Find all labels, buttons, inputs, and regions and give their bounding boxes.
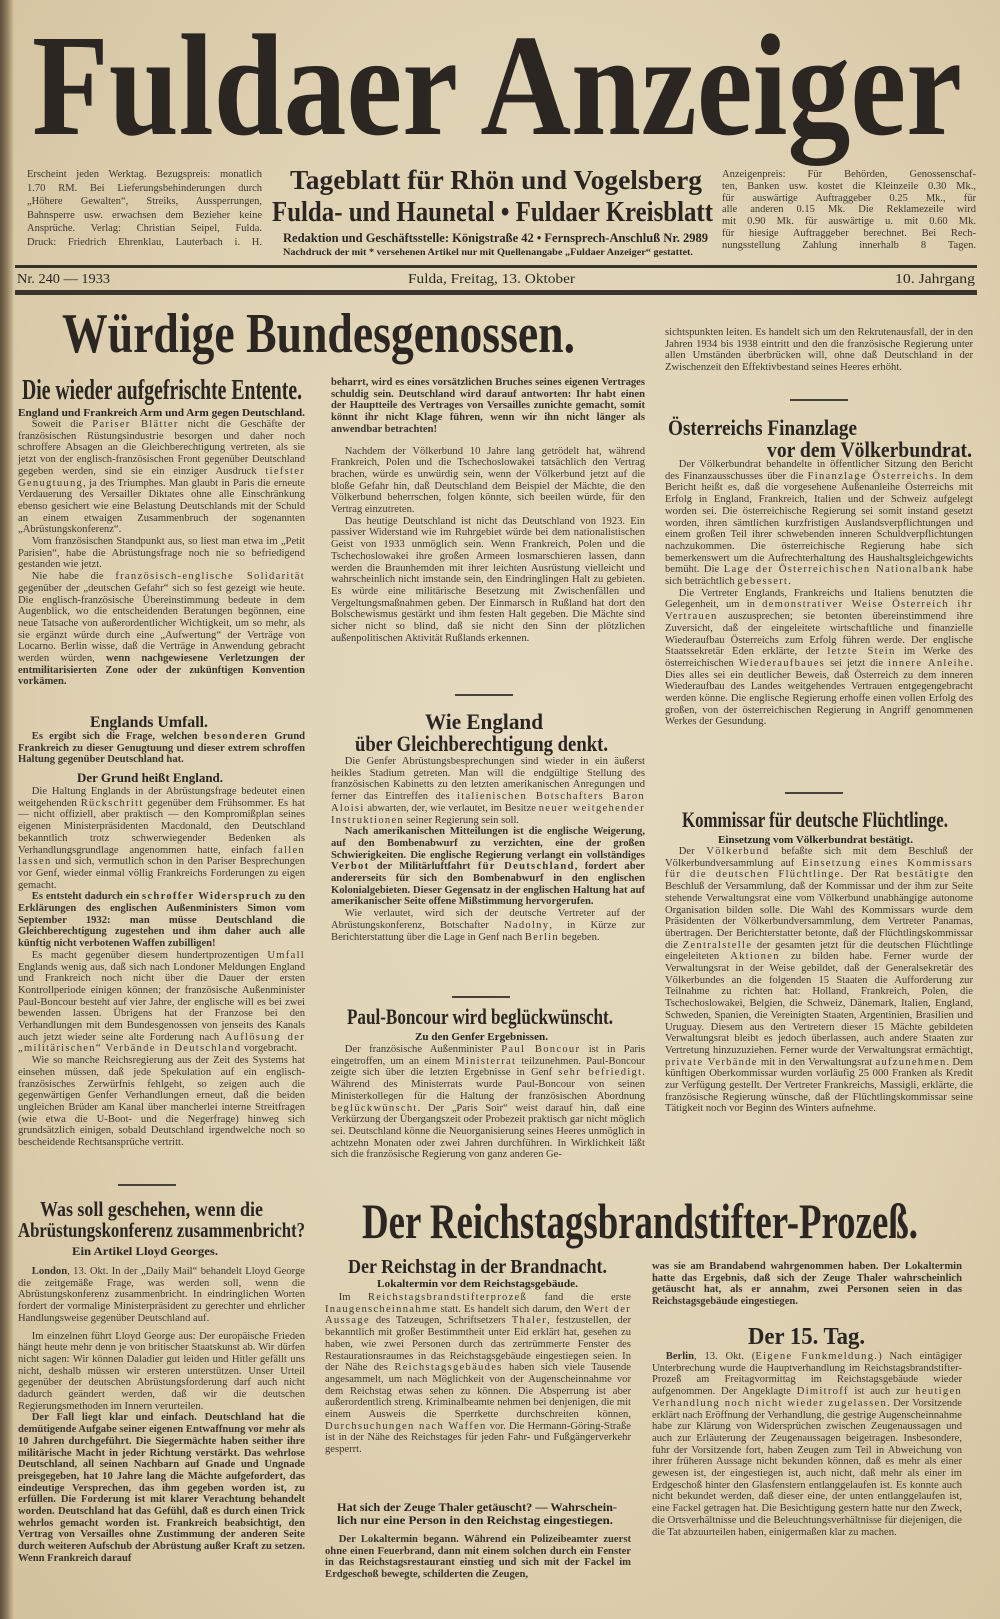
text-run: , festzustellen, der bekanntlich mit großer Bestimmtheit unter Eid erklärt hat, gesehen zu haben, wie zwei Personen durch das zertrümmerte Fenster des Restaurationsraumes in das Reichstagsgebäude eingestiegen seien. In der Nähe des (325, 1315, 631, 1374)
issue-date: Fulda, Freitag, 13. Oktober (408, 272, 576, 287)
spaced-emphasis: Durchsuchungen nach Waffen (325, 1420, 487, 1432)
spaced-emphasis: Reichstagsgebäudes (394, 1362, 503, 1374)
text-run: beharrt, wird es eines vorsätzlichen Bruches seines eigenen Vertrages schuldig sein. Deutschland wird darauf antworten: Ihr habt einen der Hauptteile des Vertrages von Versailles zunichte gemacht, somit könnt ihr nicht Klage führen, wenn wir ihn nicht länger als anwendbar betrachten! (331, 377, 645, 435)
text-run: Vom französischen Standpunkt aus, so liest man etwa im „Petit Parisien“, habe die Abrüstungsfrage noch nie so befriedigend gestanden wie jetzt. (18, 536, 305, 571)
section-subheading-lokaltermin: Lokaltermin vor dem Reichstagsgebäude. (377, 1279, 579, 1290)
publisher-info-line: Erscheint jeden Werktag. Bezugspreis: monatlich (27, 169, 262, 180)
spaced-emphasis: Rückschritt (80, 797, 144, 809)
paragraph (331, 826, 645, 908)
article-body-england (331, 756, 645, 943)
question-heading-line1: Hat sich der Zeuge Thaler getäuscht? — Wahrschein- (337, 1502, 618, 1514)
article-heading-lloyd-line2: Abrüstungskonferenz zusammenbricht? (18, 1218, 305, 1242)
text-run: Das heutige Deutschland ist nicht das Deutschland von 1923. Ein passiver Widerstand wie im Ruhrgebiet würde bei dem nationalistischen Geist von 1933 unmöglich sein. Wenn Frankreich, Polen und die Tschechoslowakei ihre großen Armeen losmarschieren lassen, dann werden die Braunhemden mit ihrer leichten Ausrüstung vielleicht und wahrscheinlich nicht imstande sein, den Eindringlingen Halt zu gebieten. Es würde eine militärische Besetzung mit Zwischenfällen und Vergeltungsmaßnahmen geben. Der Einmarsch in Rußland hat dort den Bolschewismus gestärkt und ihm festen Halt gegeben. Die Mächte sind sicher nicht so blind, daß sie nicht den Sinn der plötzlichen außenpolitischen Aktivität Rußlands erkennen. (331, 515, 645, 644)
section-heading-umfall: Englands Umfall. (90, 714, 208, 731)
spaced-emphasis: private Verbände (665, 1056, 758, 1068)
text-run: . (788, 576, 791, 588)
ad-rates-line: für hiesige Auftraggeber berechnet. Bei Rech- (722, 227, 976, 239)
text-run: im Werke des österreichischen (665, 646, 973, 669)
paragraph (331, 446, 645, 516)
paragraph (331, 516, 645, 645)
text-run: Der (678, 846, 707, 857)
article-divider (790, 399, 848, 401)
spaced-emphasis: Völkerbund (706, 846, 770, 857)
text-run: Der Lokaltermin begann. Während ein Polizeibeamter zuerst ohne einen Feuerbrand, dann mit einem solchen durch ein Fenster in das Reichstagsrestaurant einstieg und sich mit der Fackel im Erdgeschoß bewegte, schilderten die Zeugen, (325, 1534, 631, 1581)
text-run: , 13. Okt. ( (694, 1351, 756, 1362)
paragraph (665, 846, 973, 1115)
paragraph (665, 459, 973, 588)
spaced-emphasis: italienischen Botschafters Baron Aloisi (331, 791, 645, 814)
text-run: Wie verlautet, wird sich der deutsche Vertreter auf der Abrüstungskonferenz, Botschafter (331, 908, 645, 931)
spaced-emphasis: Finanzlage Österreichs (807, 470, 935, 482)
paragraph (18, 1412, 305, 1564)
ad-rates-info (722, 169, 976, 252)
spaced-emphasis: Thaler (511, 1315, 548, 1327)
text-run: Grund Frankreich zu dieser Genugtuung und dieser extrem schroffen Haltung gegenüber Deutschland hat. (18, 731, 305, 766)
spaced-emphasis: Berlin (524, 931, 559, 943)
text-run: . Dem künftigen Oberkommissar wurden vorläufig 25 000 Franken als Kredit zur Verfügung gestellt. Der Vertreter Frankreichs, Massigli, erklärte, die französische Regierung wünsche, daß der Flüchtlingskommissar seine Tätigkeit noch vor Beginn des Winters aufnehme. (665, 1056, 973, 1115)
spaced-emphasis: aufzunehmen (875, 1056, 947, 1068)
text-run: gegenüber dem Frühsommer. Es hat — nicht offiziell, aber praktisch — den Kompromißplan seines eigenen Ministerpräsidenten Macdonald, den Deutschland bekanntlich trotz schwerwiegender Bedenken als Verhandlungsgrundlage angenommen hatte, einfach (18, 797, 305, 856)
spaced-emphasis: Paul Boncour (501, 1044, 581, 1055)
text-run: Im (338, 1292, 368, 1303)
spaced-emphasis: Nadolny (503, 919, 550, 931)
text-run: , in Kürze zur Berichterstattung über die Lage in Genf nach (331, 919, 645, 943)
spaced-emphasis: schroffer Widerspruch (142, 891, 273, 903)
spaced-emphasis: Zentralstelle (682, 939, 753, 951)
bold-emphasis: London (31, 1266, 68, 1277)
text-run: sichtspunkten leiten. Es handelt sich um den Rekrutenausfall, der in den Jahren 1934 bis 1938 eintritt und den die französische Regierung unter allen Umständen überbrücken will, ohne daß Deutschland in der Zwischenzeit den Effektivbestand seines Heeres erhöht. (665, 327, 973, 374)
bold-emphasis: Berlin (665, 1351, 695, 1362)
text-run: Die Genfer Abrüstungsbesprechungen sind wieder in ein äußerst heikles Stadium getreten. Man will die endgültige Stellung des französischen Kabinetts zu den letzten amerikanischen Anregungen und ferner das Eintreffen des (331, 756, 645, 803)
text-run: befaßte sich mit dem Beschluß der Völkerbundversammlung auf (665, 846, 974, 869)
paragraph (18, 571, 305, 688)
article-divider (785, 792, 843, 794)
text-run: zu den Erklärungen des englischen Außenministers Simon vom September 1932: man müsse Deutschland die Gleichberechtigung zugestehen und ihm daher auch alle künftig nicht verbotenen Waffen zubilligen! (18, 891, 305, 950)
text-run: ist in Paris eingetroffen, um an einem (331, 1044, 645, 1067)
text-run: Der Völkerbundrat behandelte in öffentlicher Sitzung den Bericht des Finanzausschusses über die (665, 459, 973, 482)
text-run: Die Vertreter Englands, Frankreichs und Italiens benutzten die Gelegenheit, um in (665, 587, 973, 611)
section-heading-day15: Der 15. Tag. (748, 1324, 865, 1350)
spaced-emphasis: Pariser Blätter (92, 419, 179, 430)
paragraph (18, 891, 305, 950)
article-byline-lloyd: Ein Artikel Lloyd Georges. (72, 1246, 219, 1258)
text-run: , ja des Triumphes. Man glaubt in Paris die erneute Verdauerung des Versailler Diktates ohne alle Einschränkung ebenso gesichert wie eine Belastung Deutschlands mit der Schuld an einem etwaigen Zusammenbruch der sogenannten „Abrüstungskonferenz“. (18, 477, 305, 536)
paragraph (331, 908, 645, 943)
ad-rates-line: nungsstellung Zahlung innerhalb 8 Tagen. (722, 239, 976, 251)
paragraph (331, 1044, 645, 1161)
article-body-day15 (652, 1351, 962, 1538)
text-run: der Militärluftfahrt (369, 861, 478, 873)
masthead-tagline: Tageblatt für Rhön und Vogelsberg (290, 165, 703, 195)
spaced-emphasis: beglückwünscht (331, 1102, 418, 1114)
article-divider (452, 996, 510, 998)
publisher-info-line: Ansprüche. Verlag: Christian Seipel, Fulda. (27, 223, 262, 235)
article-body-boncour (331, 1044, 645, 1161)
text-run: abwarten, der, wie verlautet, im Besitze (364, 802, 539, 814)
text-run: Der französische Außenminister (344, 1044, 502, 1055)
text-run: Die Haltung Englands in der Abrüstungsfrage bedeutet einen weitgehenden (18, 786, 305, 809)
spaced-emphasis: innere Anleihe (888, 657, 971, 669)
ad-rates-line: Anzeigenpreis: Für Behörden, Genossenschaf- (722, 169, 976, 180)
article-body-refugees (665, 846, 973, 1115)
spaced-emphasis: Eigene Funkmeldung. (755, 1351, 879, 1362)
text-run: vorgebracht. (241, 1043, 297, 1055)
masthead-address: Redaktion und Geschäftsstelle: Königstraße 42 • Fernsprech-Anschluß Nr. 2989 (283, 231, 708, 245)
text-run: teilzunehmen. Paul-Boncour zeigte sich über die letzten Ergebnisse in Genf (331, 1055, 645, 1079)
article-body-lloyd (18, 1266, 305, 1565)
spaced-emphasis: Reichstagsbrandstifterprozeß (367, 1292, 528, 1303)
text-run: Englands wenig aus, daß sich nach Londoner Meldungen England und Frankreich noch nicht über die Dauer der ersten Kontrollperiode einigen können; der französische Außenminister Paul-Boncour besteht auf vier Jahre, der englische will es bei zwei bewenden lassen. Übrigens hat der Franzose bei den Verhandlungen mit dem Bundesgenossen von jenseits des Kanals auch jetzt wieder seine alte Forderung nach (18, 961, 305, 1043)
text-run: fand die erste (527, 1292, 631, 1303)
text-run: und sich, vermutlich schon in den Pariser Besprechungen vor Genf, wieder einmal völlig Frankreichs Forderungen zu eigen gemacht. (18, 856, 305, 891)
text-run: Nach amerikanischen Mitteilungen ist die englische Weigerung, auf den Bombenabwurf zu verzichten, eine der großen Schwierigkeiten. Die englische Regierung verlangt ein vollständiges (331, 826, 645, 861)
paragraph (18, 1055, 305, 1149)
header-rule-bottom (15, 290, 977, 295)
section-subheading-entente: England und Frankreich Arm und Arm gegen Deutschland. (18, 407, 306, 419)
ad-rates-line: für auswärtige Auftraggeber 0.25 Mk., für (722, 192, 976, 204)
article-subheading-refugees: Einsetzung vom Völkerbundrat bestätigt. (718, 835, 914, 846)
paragraph (18, 1331, 305, 1413)
bold-emphasis: wenn nachgewiesene Verletzungen der entmilitarisierten Zone oder der zukünftigen Konvention vorkämen. (18, 653, 305, 688)
article-body-brandnacht (325, 1292, 631, 1456)
spaced-emphasis: Einsetzung eines Kommissars für die deutschen Flüchtlinge (665, 857, 973, 881)
text-run: des Tatzeugen, Schriftsetzers (369, 1315, 512, 1327)
section-subheading-grund: Der Grund heißt England. (77, 770, 223, 785)
spaced-emphasis: für Deutschland (477, 861, 575, 873)
text-run: . Der „Paris Soir“ weist darauf hin, daß eine Verkürzung der Übergangszeit oder Probezeit praktisch gar nicht möglich sei. Deutschland könne die Neuorganisierung seines Heeres unmöglich in achtzehn Monaten oder zwei Jahren durchführen. In Wirklichkeit läßt sich die französische Regierung von ganz anderen Ge- (331, 1102, 645, 1161)
spaced-emphasis: fallen lassen (18, 844, 305, 868)
paragraph (652, 1351, 962, 1538)
article-body-lokaltermin (325, 1534, 631, 1581)
publisher-info-line: „Höhere Gewalten“, Streiks, Aussperrungen, (27, 196, 262, 208)
text-run: . In dem Bericht heißt es, daß die vorgesehene Außenanleihe Österreichs mit Erfolg in England, Frankreich, Italien und der Schweiz aufgelegt worden sei. Die österreichische Regierung sei somit instand gesetzt worden, ihren sämtlichen kurzfristigen Auslandsverpflichtungen und einem großen Teil ihrer schwebenden inneren Schuldverpflichtungen nachzukommen. Die österreichische Regierung habe sich bemerkenswert um die Aufrechterhaltung des Haushaltsgleichgewichts bemüht. Die (665, 470, 973, 576)
article-divider (455, 694, 513, 696)
article-heading-refugees: Kommissar für deutsche Flüchtlinge. (682, 807, 948, 832)
article-body-boncour-continued (665, 327, 973, 374)
spaced-emphasis: Wert der Aussage (325, 1303, 631, 1327)
text-run: der gesamten jetzt für die deutschen Flüchtlinge eingeleiteten (665, 939, 974, 963)
paragraph (331, 756, 645, 826)
masthead-tagline-2: Fulda- und Haunetal • Fuldaer Kreisblatt (272, 196, 714, 228)
text-run: Es macht gegenüber diesem hundertprozentigen (31, 949, 268, 961)
paragraph (18, 536, 305, 571)
spaced-emphasis: Auflösung der „militärischen“ Verbände in Deutschland (18, 1031, 305, 1055)
text-run: . Der Rat (840, 869, 897, 881)
paragraph (325, 1534, 631, 1581)
spaced-emphasis: neuer weitgehender Instruktionen (331, 802, 645, 826)
spaced-emphasis: französisch-englische Solidarität (115, 571, 305, 583)
article-heading-boncour: Paul-Boncour wird beglückwünscht. (347, 1004, 613, 1029)
text-run: Es ergibt sich die Frage, welchen (31, 731, 204, 742)
masthead-reprint-notice: Nachdruck der mit * versehenen Artikel nur mit Quellenangabe „Fuldaer Anzeiger“ gestattet. (283, 248, 664, 258)
publisher-info-line: Druck: Friedrich Ehrenklau, Lauterbach i. H. (27, 236, 262, 248)
spaced-emphasis: bestätigte (896, 869, 951, 881)
text-run: zu bilden habe. Ferner wurde der Verwaltungsrat in der Weise gebildet, daß der Generalsekretär des Völkerbundes an die folgenden 15 Staaten die Aufforderung zur Teilnahme zu richten hat: Holland, Frankreich, Polen, die Tschechoslowakei, Belgien, die Schweiz, Dänemark, Italien, England, Schweden, Spanien, die Vereinigten Staaten, Argentinien, Brasilien und Uruguay. Diesem aus den Vertretern dieser 15 Mächte gebildeten Verwaltungsrat bleibt es jedoch überlassen, auch andere Staaten zur Vertretung hinzuzuziehen. Ferner wurde der Verwaltungsrat ermächtigt, (665, 951, 973, 1056)
text-run: . Der Vorsitzende erklärt nach Eröffnung der Verhandlung, die gestrige Augenscheinnahme habe zur Klärung von Widersprüchen zwischen Zeugenaussagen und auch zur Erläuterung der Zeugenaussagen beigetragen. Insbesondere, fuhr der Vorsitzende fort, haben Zeugen zum Teil in Abweichung von ihrer früheren Aussage nicht bekunden können, daß es mehr als einer gewesen ist, der eingestiegen ist, auch nicht, daß mehr als einer im Erdgeschoß hinter den Glasfenstern entlanggelaufen ist. Es konnte auch nicht bekundet werden, daß dieser eine, der unten entlanggelaufen ist, eine Fackel getragen hat. Die Besichtigung gestern hatte nur den Zweck, die Ortsverhältnisse und die Beleuchtungsverhältnisse für diejenigen, die die Tat abzuurteilen haben, einigermaßen klar zu machen. (652, 1397, 962, 1538)
text-run: Nachdem der Völkerbund 10 Jahre lang getrödelt hat, während Frankreich, Polen und die Tschechoslowakei tatsächlich den Vertrag brachen, würde es unwürdig sein, wenn der Völkerbund jetzt auf die bloße Gefahr hin, daß Deutschland dem Beispiel der Mächte, die den Völkerbund beherrschen, folgen könnte, sich beeilen würde, für den Vertrag einzutreten. (331, 445, 645, 516)
page-binding-edge (0, 0, 14, 1619)
spaced-emphasis: Verbot (331, 861, 370, 873)
spaced-emphasis: Ministerrat (455, 1055, 517, 1067)
article-heading-lloyd-line1: Was soll geschehen, wenn die (40, 1197, 263, 1221)
paragraph (665, 588, 973, 728)
section-heading-brandnacht: Der Reichstag in der Brandnacht. (348, 1256, 607, 1278)
spaced-emphasis: tiefster Genugtuung (18, 465, 305, 489)
text-run: den Beschluß der Versammlung, daß der Kommissar und der ihm zur Seite stehende Verwaltungsrat eine vom Völkerbund unabhängige autonome Organisation bilden solle. Die Wahl des Kommissars wurde dem Präsidenten der Völkerbundversammlung, dem Vertreter Panamas, übertragen. Der Berichterstatter betonte, daß der Flüchtlingskommissar die (665, 869, 973, 951)
text-run: ) Nach eintägiger Unterbrechung wurde die Hauptverhandlung im Reichstagsbrandstifter-Prozeß am Freitagvormittag im Reichstagsgebäude wieder aufgenommen. Der Angeklagte (652, 1351, 963, 1398)
text-run: gegenüber der „deutschen Gefahr“ sich so fest gezeigt wie heute. Die englisch-französische Übereinstimmung bedeute in dem Augenblick, wo die entscheidenden Beratungen begönnen, eine neue Tatsache von außerordentlicher Wichtigkeit, um so mehr, als sie ergänzt würde durch eine „Aufwertung“ der Verträge von Locarno. Berlin wisse, daß die Verträge in Anwendung gebracht werden würden, (18, 582, 305, 665)
text-run: statt. Es handelt sich darum, den (437, 1303, 584, 1315)
article-divider (118, 1184, 176, 1186)
spaced-emphasis: Wiederaufbaues (738, 657, 826, 669)
text-run: habe sich beträchtlich (665, 564, 973, 588)
main-headline: Würdige Bundesgenossen. (62, 303, 575, 365)
article-body-lloyd-continued (331, 377, 645, 644)
issue-number: Nr. 240 — 1933 (17, 272, 110, 287)
spaced-emphasis: sehr befriedigt (558, 1067, 643, 1079)
article-subheading-boncour: Zu den Genfer Ergebnissen. (415, 1032, 549, 1043)
masthead-title: Fuldaer Anzeiger (32, 6, 962, 166)
text-run: Es entsteht dadurch ein (31, 891, 143, 903)
article-body-lokaltermin-continued (652, 1261, 962, 1308)
text-run: Nie habe die (31, 571, 116, 583)
paragraph (325, 1292, 631, 1456)
spaced-emphasis: Umfall (267, 949, 305, 961)
text-run: nicht die Geschäfte der französischen Rüstungsindustrie besorgen und daher noch schroffere Absagen an die Gleichberechtigung vertreten, als sie jetzt von der englisch-französischen Front gegenüber Deutschland gegeben werden, sind sie ein einziger Ausdruck (18, 419, 305, 477)
text-run: vor. Die Hermann-Göring-Straße ist in der Nähe des Reichstages für jeden Fahr- und Fußgängerverkehr gesperrt. (325, 1420, 631, 1456)
ad-rates-line: ten, Banken usw. kostet die Kleinzeile 0.30 Mk., (722, 180, 976, 192)
paragraph (18, 731, 305, 766)
paragraph (665, 327, 973, 374)
issue-volume: 10. Jahrgang (895, 272, 975, 287)
ad-rates-line: mit 0.90 Mk. für auswärtige u. mit 0.60 Mk. (722, 216, 976, 228)
spaced-emphasis: Aktionen (730, 951, 780, 963)
spaced-emphasis: Inaugenscheinnahme (325, 1303, 438, 1315)
publisher-info-line: Bahnsperre usw. erwachsen dem Bezieher keine (27, 209, 262, 221)
spaced-emphasis: Lage der Österreichischen Nationalbank (723, 564, 949, 576)
reichstag-headline: Der Reichstagsbrandstifter-Prozeß. (362, 1193, 918, 1249)
article-heading-england-line2: über Gleichberechtigung denkt. (355, 731, 608, 756)
ad-rates-line: alle anderen 0.15 Mk. Die Reklamezeile wird (722, 204, 976, 216)
text-run: seiner Regierung sein soll. (404, 814, 520, 826)
text-run: , 13. Okt. In der „Daily Mail“ behandelt Lloyd George die zeitgemäße Frage, was werden soll, wenn die Abrüstungskonferenz zusammenbricht. In eindringlichen Worten fordert der vormalige Ministerpräsident zu gerechter und ehrlicher Handlungsweise gegenüber Deutschland auf. (18, 1266, 305, 1324)
paragraph (18, 786, 305, 891)
spaced-emphasis: letzte Stein (827, 646, 896, 658)
text-run: mit in den Verwaltungsrat (757, 1056, 876, 1068)
paragraph (18, 950, 305, 1055)
section-heading-entente: Die wieder aufgefrischte Entente. (22, 375, 302, 406)
text-run: was sie am Brandabend wahrgenommen haben. Der Lokaltermin hatte das Ergebnis, daß sich der Zeuge Thaler wahrscheinlich getäuscht hat, als er annahm, zwei Personen seien in das Reichstagsgebäude eingestiegen. (652, 1261, 962, 1308)
paragraph (18, 1266, 305, 1325)
text-run: auszusprechen; sie betonten übereinstimmend ihre Zuversicht, daß der eingeleitete wirtschaftliche und finanzielle Wiederaufbau Österreichs zum Erfolg führen werde. Der englische Staatssekretär Eden erklärte, der (665, 611, 973, 658)
paragraph (331, 377, 645, 436)
text-run: Wie so manche Reichsregierung aus der Zeit des Systems hat einsehen müssen, daß jede Spekulation auf ein englisch-französisches Zerwürfnis fehlgeht, so zeigen auch die gegenwärtigen Genfer Verhandlungen erneut, daß die beiden ungleichen Brüder am Kanal über mancherlei interne Streitfragen (wie etwa die U-Boot- und die Negerfrage) hinweg sich grundsätzlich einigen, sobald Deutschland irgendwelche noch so bescheidende Rechtsansprüche vertritt. (18, 1055, 305, 1149)
article-body-umfall-intro (18, 731, 305, 766)
text-run: ist auch zur (848, 1386, 916, 1398)
article-body-austria (665, 459, 973, 728)
article-body-umfall (18, 786, 305, 1149)
header-rule-top (15, 265, 977, 268)
text-run: Im einzelnen führt Lloyd George aus: Der europäische Frieden hängt heute mehr denn je von britischer Staatskunst ab. Wir dürfen nicht sagen: Wir können Daladier gut leiden und Hitler gefällt uns nicht, deshalb müssen wir ersteren unterstützen. Unser Urteil gegenüber der deutschen Abrüstungsforderung darf auch nicht dadurch geändert werden, daß wir die deutschen Regierungsmethoden im Innern verurteilen. (18, 1330, 305, 1412)
spaced-emphasis: Dimitroff (796, 1386, 849, 1398)
paragraph (652, 1261, 962, 1308)
article-heading-austria-line2: vor dem Völkerbundrat. (767, 437, 972, 462)
text-run: , fordert aber andererseits für sich den Bombenabwurf in den englischen Kolonialgebieten. Dieser Gegensatz in der englischen Haltung hat auf amerikanischer Seite offene Mißstimmung hervorgerufen. (331, 861, 646, 908)
text-run: begeben. (558, 931, 600, 943)
article-heading-england-line1: Wie England (425, 709, 543, 734)
paragraph (18, 419, 305, 536)
article-heading-austria-line1: Österreichs Finanzlage (668, 415, 858, 440)
spaced-emphasis: besonderen (203, 731, 269, 742)
spaced-emphasis: heutigen Verhandlung noch nicht wieder zugelassen (652, 1386, 962, 1409)
text-run: . Dies alles sei ein deutlicher Beweis, daß Österreich zu dem inneren Wiederaufbau des Landes weitgehendes Vertrauen entgegengebracht werden könne. Die englische Regierung erhoffe einen vollen Erfolg des großen, von der österreichischen Regierung in Angriff genommenen Werkes der Gesundung. (665, 657, 973, 728)
article-body-entente (18, 419, 305, 688)
question-heading-line2: lich nur eine Person in den Reichstag eingestiegen. (337, 1515, 614, 1527)
text-run: Soweit die (31, 419, 93, 430)
text-run: sei jetzt die (825, 657, 889, 669)
text-run: haben sich viele Tausende angesammelt, um nach Möglichkeit von der Augenscheinnahme vor dem Reichstag etwas sehen zu können. Die Absperrung ist aber außerordentlich streng. Kriminalbeamte nehmen bei denjenigen, die mit einem Ausweis die Sperrkette durchschreiten können, (325, 1362, 631, 1421)
spaced-emphasis: demonstrativer Weise Österreich ihr Vertrauen (665, 599, 973, 623)
text-run: . Während des Ministerrats wurde Paul-Boncour von seinen Ministerkollegen für die Haltung der französischen Abordnung (331, 1067, 645, 1102)
publisher-info-line: 1.70 RM. Bei Lieferungsbehinderungen durch (27, 182, 262, 194)
text-run: Der Fall liegt klar und einfach. Deutschland hat die demütigende Aufgabe seiner eigenen Entwaffnung vor mehr als 10 Jahren durchgeführt. Die Siegermächte haben seither ihre militärische Macht in jeder Richtung verstärkt. Das wehrlose Deutschland, all seinen Nachbarn auf Gnade und Ungnade preisgegeben, hat 10 Jahre lang die Mächte aufgefordert, das eindeutige Versprechen, das ihm gegeben worden ist, zu erfüllen. Die Forderung ist mit klarer Verachtung behandelt worden. Deutschland hat das Gefühl, daß es durch einen Trick wehrlos gemacht worden ist. Frankreich beabsichtigt, den Vertrag von Versailles ohne Zustimmung der anderen Seite durch weiteren Aufschub der Abrüstung außer Kraft zu setzen. Wenn Frankreich darauf (18, 1412, 305, 1564)
spaced-emphasis: gebessert (737, 576, 789, 588)
publisher-info (27, 168, 262, 250)
